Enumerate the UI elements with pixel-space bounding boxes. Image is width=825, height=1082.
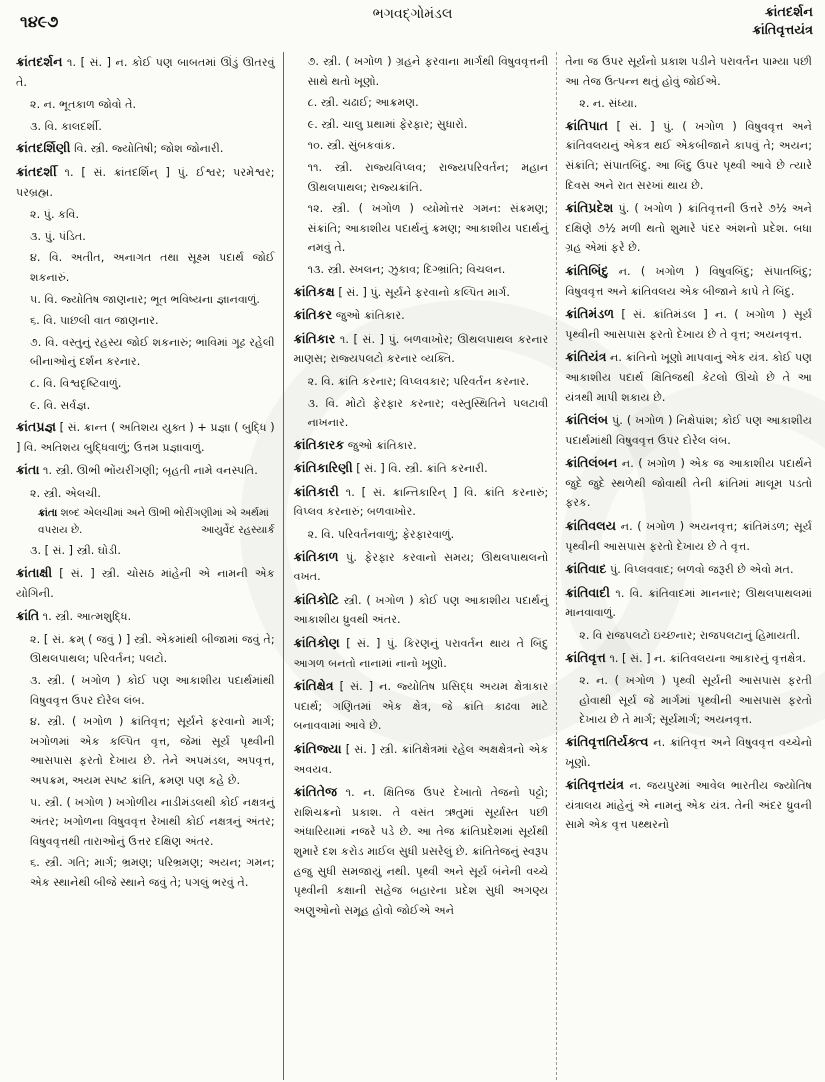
dictionary-entry bbox=[16, 52, 275, 92]
sense-definition: ૧૩. સ્ત્રી. સ્ખલન; ઝુકાવ; દિગ્ભ્રાંતિ; વિચલન. bbox=[307, 262, 506, 276]
sense-definition: ૨. વિ. પરિવર્તનવાળું; ફેરફારવાળું. bbox=[307, 528, 455, 542]
headword: ક્રાંતિવલય bbox=[565, 518, 617, 534]
dictionary-entry bbox=[565, 453, 812, 513]
definition-text: ન. ક્રાંતિવૃત્ત અને વિષુવવૃત્ત વચ્ચેનો ખૂણો. bbox=[565, 736, 812, 769]
definition-text: ન. ક્રાંતિનો ખૂણો માપવાનું એક યંત્ર. કોઈ પણ આકાશીય પદાર્થ ક્ષિતિજથી કેટલો ઊંચો છે તે આ યંત્રથી માપી શકાય છે. bbox=[565, 351, 812, 404]
sense-definition: ૮. વિ. વિશ્વદૃષ્ટિવાળું. bbox=[30, 376, 122, 390]
dictionary-entry bbox=[294, 305, 549, 326]
definition-text: [ સં. ] સ્ત્રી. ચોસઠ માંહેની એ નામની એક યોગિની. bbox=[16, 567, 275, 600]
headword: ક્રાંતિજ્યા bbox=[293, 741, 342, 756]
dictionary-entry bbox=[294, 676, 549, 736]
column-2 bbox=[283, 52, 557, 1080]
definition-text: ન. ( ખગોળ ) એક જ આકાશીય પદાર્થને જુદે જુદે સ્થળેથી જોવાથી તેની ક્રાંતિમાં માલૂમ પડતો ફરક. bbox=[565, 457, 812, 510]
sense-definition: ૬. સ્ત્રી. ગતિ; માર્ગ; ભ્રમણ; પરિભ્રમણ; અયન; ગમન; એક સ્થાનેથી બીજે સ્થાને જવું તે; પગલું ભરવું તે. bbox=[30, 856, 275, 889]
running-title: ભગવદ્ગોમંડલ bbox=[372, 6, 453, 22]
dictionary-entry bbox=[565, 732, 812, 772]
headword: ક્રાંતિકાળ bbox=[293, 548, 339, 564]
dictionary-entry bbox=[16, 606, 275, 627]
headword: ક્રાંતિપ્રદેશ bbox=[565, 200, 614, 216]
sense-definition: ૭. વિ. વસ્તુનું રહસ્ય જોઈ શકનારું; ભાવિમાં ગૂઢ રહેલી બીનાઓનું દર્શન કરનાર. bbox=[30, 335, 275, 369]
note-headword: ક્રાંતા bbox=[38, 507, 58, 520]
sense-definition: ૪. વિ. અતીત, અનાગત તથા સૂક્ષ્મ પદાર્થ જોઈ શકનારું. bbox=[30, 251, 275, 284]
definition-text: ૧. સ્ત્રી. આત્મશુદ્ધિ. bbox=[39, 610, 132, 624]
headword: ક્રાંતાક્ષી bbox=[16, 565, 53, 581]
dictionary-entry bbox=[16, 460, 275, 481]
definition-text: [ સં. ] પું. કિરણનું પરાવર્તન થાય તે બિંદુ આગળ બનતો નાનામાં નાનો ખૂણો. bbox=[293, 637, 549, 670]
headword: ક્રાંતિકાર bbox=[293, 330, 336, 346]
note-text: શબ્દ એલચીમાં અને ઊભી ભોરીંગણીમાં એ અર્થમાં વપરાય છે. bbox=[38, 507, 269, 537]
headword: ક્રાંતદર્શિણી bbox=[16, 140, 71, 156]
definition-text: વિ. સ્ત્રી. જ્યોતિષી; જોશ જોનારી. bbox=[70, 142, 224, 156]
column-1 bbox=[16, 52, 283, 1080]
dictionary-entry bbox=[294, 739, 549, 779]
headword: ક્રાંતિકોણ bbox=[293, 635, 340, 651]
dictionary-entry bbox=[565, 775, 812, 835]
definition-text: ન. ( ખગોળ ) વિષુવબિંદુ; સંપાતબિંદુ; વિષુવવૃત્ત અને ક્રાંતિવલય એક બીજાને કાપે તે બિંદુ. bbox=[565, 264, 812, 298]
definition-text: ન. જયપુરમાં આવેલ ભારતીય જ્યોતિષ યંત્રાલય માંહેનું એ નામનું એક યંત્ર. તેની અંદર ધ્રુવની સામે એક વૃત્ત પથ્થરનો bbox=[565, 779, 812, 832]
dictionary-entry bbox=[294, 633, 549, 673]
headword: ક્રાંતિવૃત્ત bbox=[565, 649, 606, 665]
guide-words bbox=[752, 4, 813, 40]
headword: ક્રાંતિકારી bbox=[293, 483, 339, 499]
definition-text: ૧. [ સં. ] ન. ક્રાંતિવલયના આકારનું વૃત્તક્ષેત્ર. bbox=[605, 651, 806, 665]
sense-definition: ૩. પું. પંડિત. bbox=[30, 229, 86, 243]
headword: ક્રાંતદર્શી bbox=[16, 163, 57, 179]
dictionary-entry bbox=[565, 304, 812, 344]
note-source: આયુર્વેદ રહસ્યાર્ક bbox=[200, 524, 275, 537]
dictionary-entry bbox=[565, 347, 812, 407]
definition-text: [ સં. ] વિ. સ્ત્રી. ક્રાંતિ કરનારી. bbox=[352, 462, 488, 476]
headword: ક્રાંતિવાદ bbox=[565, 561, 607, 577]
definition-text: [ સં. ક્રાંતિમંડલ ] ન. ( ખગોળ ) સૂર્ય પૃથ્વીની આસપાસ ફરતો દેખાય છે તે વૃત્ત; અયનવૃત્ત. bbox=[565, 308, 812, 341]
sense-definition: ૩. વિ. મોટો ફેરફાર કરનાર; વસ્તુસ્થિતિને પલટાવી નાખનાર. bbox=[307, 396, 549, 430]
sense-definition: ૩. સ્ત્રી. ( ખગોળ ) કોઈ પણ આકાશીય પદાર્થમાંથી વિષુવવૃત્ત ઉપર દોરેલ લંબ. bbox=[30, 674, 275, 707]
headword: ક્રાંતિલંબન bbox=[565, 455, 618, 471]
headword: ક્રાંતિકારિણી bbox=[293, 460, 353, 476]
sense-definition: ૨. ન. ભૂતકાળ જોવો તે. bbox=[30, 98, 137, 112]
sense-definition: ૮. સ્ત્રી. ચઢાઈ; આક્રમણ. bbox=[307, 96, 419, 110]
dictionary-entry bbox=[16, 563, 275, 603]
dictionary-entry bbox=[565, 583, 812, 623]
headword: ક્રાંતિવૃત્તતિર્યક્ત્વ bbox=[565, 734, 649, 749]
definition-text: ૧. [ સં. ] ન. કોઈ પણ બાબતમાં ઊંડું ઊતરવું તે. bbox=[16, 56, 275, 89]
sense-definition: ૩. [ સં. ] સ્ત્રી. ઘોડી. bbox=[30, 544, 121, 558]
definition-text: પું. ( ખગોળ ) ક્રાંતિવૃત્તની ઉત્તરે ૭½ અને દક્ષિણે ૭½ મળી થતો શુમારે પંદર અંશનો પ્રદેશ. બધા ગ્રહ એમાં ફરે છે. bbox=[565, 202, 812, 255]
definition-text: જુઓ ક્રાંતિકાર. bbox=[332, 309, 405, 323]
page-number: ૧૪૯૭ bbox=[20, 12, 59, 31]
dictionary-entry bbox=[16, 138, 275, 159]
headword: ક્રાંતિબિંદુ bbox=[565, 262, 609, 278]
headword: ક્રાંતિ bbox=[16, 608, 40, 624]
headword: ક્રાંતિકર bbox=[293, 307, 333, 323]
headword: ક્રાંતિવાદી bbox=[565, 584, 610, 600]
definition-text: ૧. ન. ક્ષિતિજ ઉપર દેખાતો તેજનો પટ્ટો; રાશિચક્રનો પ્રકાશ. તે વસંત ઋતુમાં સૂર્યાસ્ત પછી અંધારિયામાં નજરે પડે છે. આ તેજ ક્રાંતિપ્રદેશમાં સૂર્યથી શુમારે દશ કરોડ માઈલ સુધી પ્રસરેલું છે. ક્રાંતિતેજનું સ્વરૂપ હજુ સુધી સમજાયું નથી. પૃથ્વી અને સૂર્ય બંનેની વચ્ચે પૃથ્વીની કક્ષાની સહેજ બહારના પ્રદેશ સુધી અગણ્ય અણુઓનો સમૂહ હોવો જોઈએ અને bbox=[293, 786, 549, 917]
definition-text: ૧. [ સં. ] પું. બળવાખોર; ઊથલપાથલ કરનાર માણસ; રાજ્યપલટો કરનાર વ્યક્તિ. bbox=[293, 332, 549, 366]
headword: ક્રાંતિયંત્ર bbox=[565, 349, 607, 365]
definition-text: જુઓ ક્રાંતિકાર. bbox=[344, 438, 417, 452]
guide-word-last: ક્રાંતિવૃત્તયંત્ર bbox=[752, 23, 813, 38]
definition-text: પું. ફેરફાર કરવાનો સમય; ઊથલપાથલનો વખત. bbox=[293, 550, 549, 584]
headword: ક્રાંતપ્રજ્ઞ bbox=[16, 419, 57, 435]
dictionary-entry bbox=[565, 116, 812, 195]
definition-text: [ સં. ] ન. જ્યોતિષ પ્રસિદ્ધ અયમ ક્ષેત્રાકાર પદાર્થ; ગણિતમાં એક ક્ષેત્ર, જે ક્રાંતિ કાઢવા માટે બનાવવામાં આવે છે. bbox=[293, 680, 549, 733]
sense-definition: ૧૧. સ્ત્રી. રાજ્યવિપ્લવ; રાજ્યપરિવર્તન; મહાન ઊથલપાથલ; રાજ્યક્રાંતિ. bbox=[307, 160, 549, 194]
sense-definition: ૨. વિ. ક્રાંતિ કરનાર; વિપ્લવકાર; પરિવર્તન કરનાર. bbox=[307, 374, 530, 388]
definition-text: ન. ( ખગોળ ) અયનવૃત્ત; ક્રાંતિમંડળ; સૂર્ય પૃથ્વીની આસપાસ ફરતો દેખાય છે તે વૃત્ત. bbox=[565, 520, 812, 553]
dictionary-entry bbox=[294, 458, 549, 479]
sense-definition: ૭. સ્ત્રી. ( ખગોળ ) ગ્રહને ફરવાના માર્ગથી વિષુવવૃત્તની સાથે થતો ખૂણો. bbox=[307, 55, 549, 88]
headword: ક્રાંતિમંડળ bbox=[565, 306, 615, 322]
definition-text: પું. વિપ્લવવાદ; બળવો જરૂરી છે એવો મત. bbox=[606, 563, 794, 577]
dictionary-entry bbox=[565, 410, 812, 450]
dictionary-entry bbox=[565, 559, 812, 580]
dictionary-entry bbox=[565, 198, 812, 258]
headword: ક્રાંતિતેજ bbox=[293, 784, 338, 800]
definition-text: ૧. વિ. ક્રાંતિવાદમાં માનનાર; ઊથલપાથલમાં માનવાવાળું. bbox=[565, 586, 812, 620]
dictionary-entry bbox=[565, 516, 812, 556]
column-3 bbox=[556, 52, 816, 1080]
dictionary-entry bbox=[294, 547, 549, 587]
guide-word-first: ક્રાંતદર્શન bbox=[765, 5, 813, 20]
dictionary-entry bbox=[294, 590, 549, 630]
headword: ક્રાંતિલંબ bbox=[565, 412, 609, 428]
sense-definition: ૯. વિ. સર્વજ્ઞ. bbox=[30, 398, 91, 412]
definition-text: ૧. [ સં. ક્રાંતદર્શિન્ ] પું. ઈશ્વર; પરમેશ્વર; પરબ્રહ્મ. bbox=[16, 165, 275, 199]
definition-text: પું. ( ખગોળ ) નિક્ષેપાંશ; કોઈ પણ આકાશીય પદાર્થમાંથી વિષુવવૃત્ત ઉપર દોરેલ લંબ. bbox=[565, 414, 812, 447]
definition-text: સ્ત્રી. ( ખગોળ ) કોઈ પણ આકાશીય પદાર્થનું આકાશીય ધ્રુવથી અંતર. bbox=[293, 593, 549, 627]
headword: ક્રાંતિક્ષેત્ર bbox=[293, 678, 334, 694]
definition-text: ૧. સ્ત્રી. ઊભી ભોંયરીંગણી; બૃહતી નામે વનસ્પતિ. bbox=[39, 464, 258, 478]
sense-definition: ૧૨. સ્ત્રી. ( ખગોળ ) વ્યોમોત્તર ગમન: સંક્રમણ; સંક્રાંતિ; આકાશીય પદાર્થનું ક્રમણ; આકાશીય પદાર્થનું નમવું તે. bbox=[307, 202, 549, 255]
sense-definition: ૨. પું. કવિ. bbox=[30, 208, 80, 222]
dictionary-entry bbox=[16, 162, 275, 202]
headword: ક્રાંતિકોટિ bbox=[293, 591, 339, 607]
sense-definition: ૯. સ્ત્રી. ચાલુ પ્રથામાં ફેરફાર; સુધારો. bbox=[307, 117, 468, 131]
sense-definition: ૬. વિ. પાછલી વાત જાણનાર. bbox=[30, 314, 159, 328]
dictionary-entry bbox=[294, 329, 549, 369]
sense-definition: ૫. વિ. જ્યોતિષ જાણનાર; ભૂત ભવિષ્યના જ્ઞાનવાળું. bbox=[30, 292, 260, 306]
dictionary-entry bbox=[565, 261, 812, 301]
dictionary-entry bbox=[294, 435, 549, 456]
sense-definition: ૫. સ્ત્રી. ( ખગોળ ) ખગોળીય નાડીમંડલથી કોઈ નક્ષત્રનું અંતર; ખગોળના વિષુવવૃત્ત રેખાથી કોઈ નક્ષત્રનું અંતર; વિષુવવૃત્તથી તારાઓનું ઉત્તર દક્ષિણ અંતર. bbox=[30, 795, 275, 848]
sense-definition: ૩. વિ. કાલદર્શી. bbox=[30, 119, 102, 133]
dictionary-columns bbox=[16, 52, 816, 1080]
definition-text: ૧. [ સં. ક્રાન્તિકારિન્ ] વિ. ક્રાંતિ કરનારું; વિપ્લવ કરનારું; બળવાખોર. bbox=[293, 485, 549, 519]
sense-definition: ૨. ન. સંધ્યા. bbox=[579, 97, 638, 111]
dictionary-entry bbox=[294, 282, 549, 303]
page-header bbox=[0, 0, 825, 52]
dictionary-entry bbox=[16, 417, 275, 457]
headword: ક્રાંતદર્શન bbox=[16, 54, 63, 69]
continued-text: તેના જ ઉપર સૂર્યનો પ્રકાશ પડીને પરાવર્તન પામ્યા પછી આ તેજ ઉત્પન્ન થતું હોવું જોઈએ. bbox=[565, 55, 812, 88]
sense-definition: ૪. સ્ત્રી. ( ખગોળ ) ક્રાંતિવૃત્ત; સૂર્યને ફરવાનો માર્ગ; ખગોળમાં એક કલ્પિત વૃત્ત, જેમાં સૂર્ય પૃથ્વીની આસપાસ ફરતો દેખાય છે. તેને અપમંડલ, અપવૃત્ત, અપક્રમ, અયમ સ્પષ્ટ ક્રાંતિ, ક્રમણ પણ કહે છે. bbox=[30, 715, 275, 787]
dictionary-entry bbox=[565, 648, 812, 669]
dictionary-entry bbox=[294, 482, 549, 522]
definition-text: [ સં. ] પું. સૂર્યને ફરવાનો કલ્પિત માર્ગ. bbox=[334, 285, 510, 299]
sense-definition: ૨. સ્ત્રી. એલચી. bbox=[30, 486, 101, 500]
definition-text: [ સં. ] સ્ત્રી. ક્રાંતિક્ષેત્રમાં રહેલ અક્ષક્ષેત્રનો એક અવયવ. bbox=[293, 743, 549, 776]
definition-text: [ સં. ] પું. ( ખગોળ ) વિષુવવૃત્ત અને ક્રાંતિવલયનું એકત્ર થઈ એકબીજાને કાપવું તે; અયન; સંક્રાંતિ; સંપાતબિંદુ. આ બિંદુ ઉપર પૃથ્વી આવે છે ત્યારે દિવસ અને રાત સરખાં થાય છે. bbox=[565, 119, 812, 192]
headword: ક્રાંતિકારક bbox=[293, 436, 345, 452]
sense-definition: ૨. ન. ( ખગોળ ) પૃથ્વી સૂર્યની આસપાસ ફરતી હોવાથી સૂર્ય જે માર્ગમાં પૃથ્વીની આસપાસ ફરતો દેખાય છે તે માર્ગ; સૂર્યમાર્ગ; અયનવૃત્ત. bbox=[579, 674, 812, 727]
headword: ક્રાંતિપાત bbox=[565, 117, 609, 133]
sense-definition: ૨. [ સં. ક્રમ્ ( જવું ) ] સ્ત્રી. એકમાંથી બીજામાં જવું તે; ઊથલપાથલ; પરિવર્તન; પલટો. bbox=[30, 632, 275, 666]
definition-text: [ સં. ક્રાન્ત ( અતિશય યુક્ત ) + પ્રજ્ઞા ( બુદ્ધિ ) ] વિ. અતિશય બુદ્ધિવાળું; ઉત્તમ પ્રજ્ઞાવાળું. bbox=[16, 421, 275, 454]
sense-definition: ૨. વિ રાજપલટો ઇચ્છનાર; રાજપલટાનું હિમાયતી. bbox=[579, 629, 801, 643]
headword: ક્રાંતા bbox=[16, 462, 40, 478]
headword: ક્રાંતિકક્ષ bbox=[293, 283, 335, 299]
headword: ક્રાંતિવૃત્તયંત્ર bbox=[565, 777, 624, 793]
sense-definition: ૧૦. સ્ત્રી. સુંબકવાંક. bbox=[307, 139, 396, 153]
usage-note bbox=[16, 505, 275, 539]
dictionary-entry bbox=[294, 782, 549, 920]
